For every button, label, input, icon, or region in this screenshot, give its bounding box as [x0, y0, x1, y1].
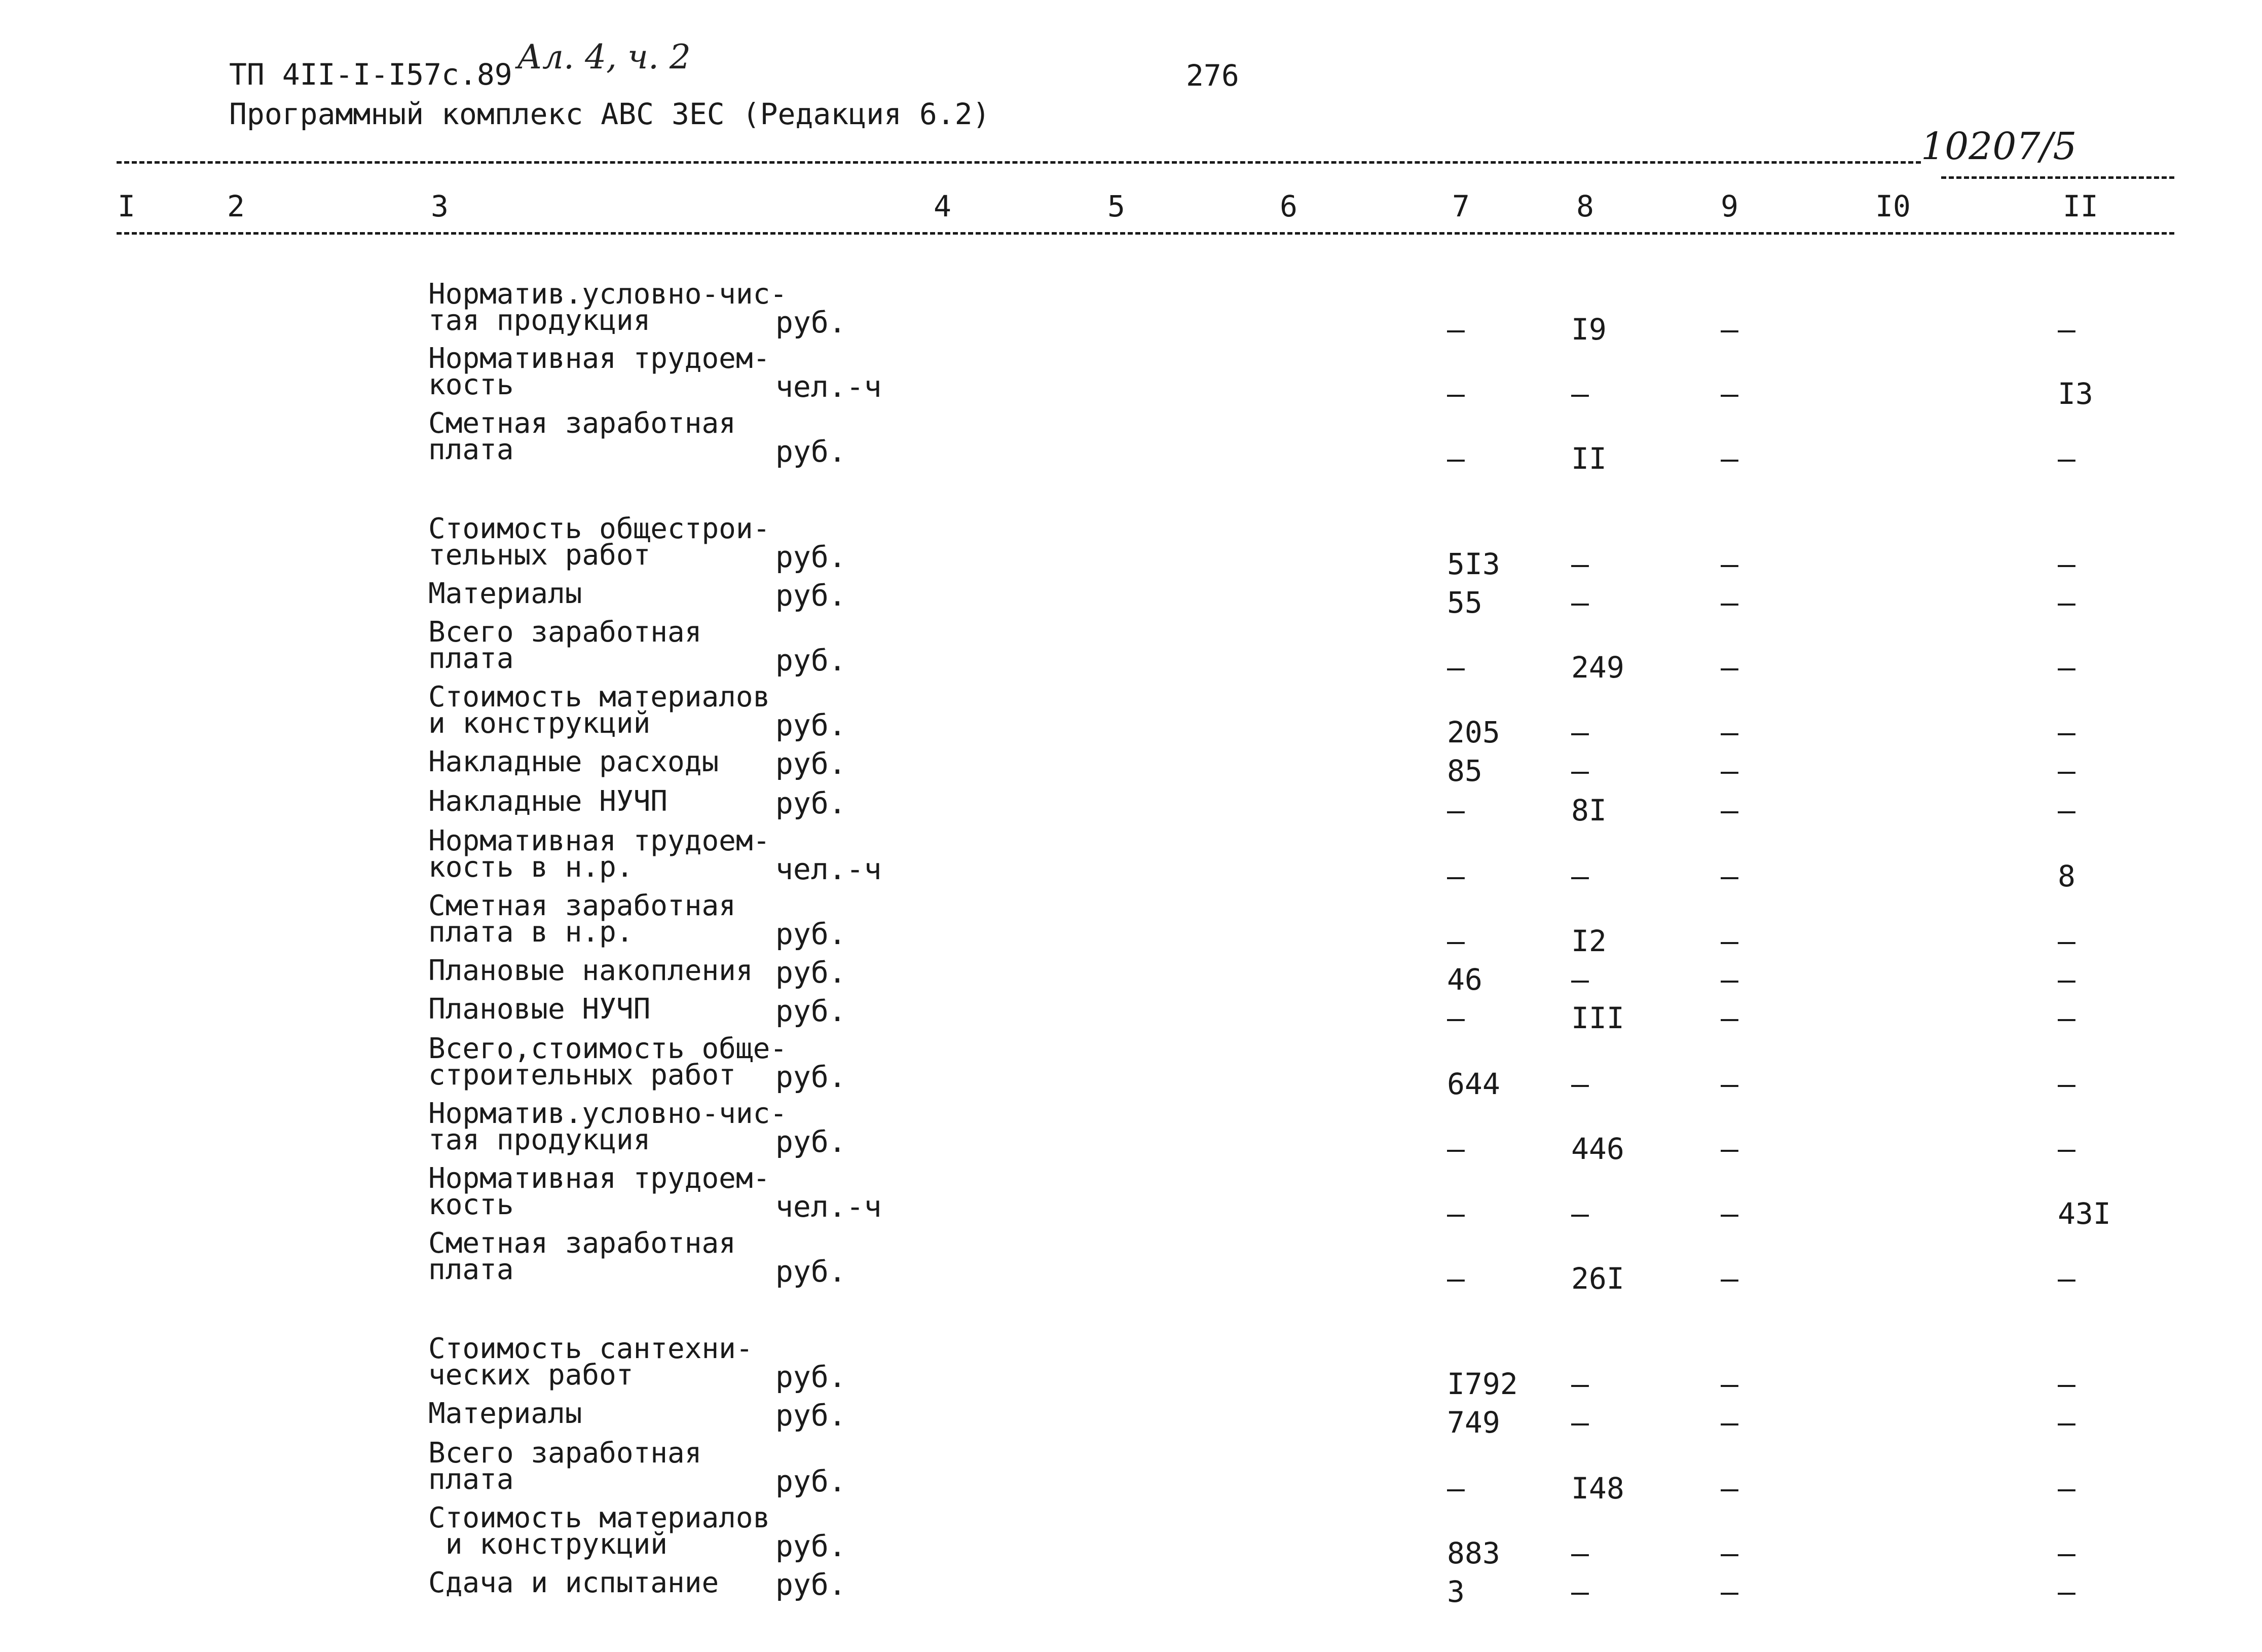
row-unit: руб.: [775, 917, 846, 951]
column-9-value: –: [1721, 859, 1738, 893]
column-9-value: –: [1721, 962, 1738, 997]
row-unit: руб.: [775, 643, 846, 678]
column-11-value: –: [2058, 1367, 2075, 1401]
column-11-value: –: [2058, 441, 2075, 476]
column-9-value: –: [1721, 377, 1738, 411]
row-name: Накладные расходы: [428, 745, 719, 778]
column-9-value: –: [1721, 1196, 1738, 1231]
row-unit: руб.: [775, 994, 846, 1028]
column-9-value: –: [1721, 1367, 1738, 1401]
column-8-value: I2: [1571, 924, 1607, 958]
row-name: Накладные НУЧП: [428, 785, 668, 818]
column-7-value: –: [1447, 377, 1465, 411]
column-7-value: 55: [1447, 585, 1482, 620]
row-unit: руб.: [775, 786, 846, 820]
document-subtitle: Программный комплекс АВС ЗЕС (Редакция 6.2): [229, 97, 990, 131]
row-name: Норматив.условно-чис- тая продукция: [428, 278, 788, 337]
column-11-value: –: [2058, 547, 2075, 581]
column-7-value: –: [1447, 793, 1465, 828]
handwritten-note: Ал. 4, ч. 2: [517, 37, 691, 77]
column-8-value: –: [1571, 1196, 1589, 1231]
column-9-value: –: [1721, 1471, 1738, 1506]
column-9-value: –: [1721, 547, 1738, 581]
column-8-value: 446: [1571, 1132, 1624, 1166]
row-unit: руб.: [775, 1567, 846, 1602]
column-11-value: –: [2058, 1261, 2075, 1296]
column-9-value: –: [1721, 312, 1738, 347]
row-unit: руб.: [775, 1464, 846, 1498]
column-11-value: –: [2058, 1001, 2075, 1035]
column-7-value: I792: [1447, 1367, 1518, 1401]
column-11-value: –: [2058, 962, 2075, 997]
column-8-value: –: [1571, 1367, 1589, 1401]
row-unit: руб.: [775, 540, 846, 574]
column-8-value: I48: [1571, 1471, 1624, 1506]
column-9-value: –: [1721, 650, 1738, 685]
column-9-value: –: [1721, 1261, 1738, 1296]
column-9-value: –: [1721, 793, 1738, 828]
column-7-value: –: [1447, 1471, 1465, 1506]
column-8-value: II: [1571, 441, 1607, 476]
column-11-value: –: [2058, 650, 2075, 685]
column-11-value: –: [2058, 1471, 2075, 1506]
row-unit: чел.-ч: [775, 369, 882, 404]
stamp-number: 10207/5: [1921, 125, 2077, 168]
row-name: Нормативная трудоем- кость: [428, 342, 770, 401]
column-11-value: –: [2058, 312, 2075, 347]
row-name: Сдача и испытание: [428, 1566, 719, 1599]
column-number-7: 7: [1452, 189, 1470, 223]
column-number-6: 6: [1280, 189, 1297, 223]
column-11-value: –: [2058, 754, 2075, 788]
column-9-value: –: [1721, 585, 1738, 620]
row-name: Сметная заработная плата в н.р.: [428, 889, 736, 949]
row-name: Нормативная трудоем- кость: [428, 1162, 770, 1221]
row-name: Сметная заработная плата: [428, 407, 736, 466]
column-7-value: 883: [1447, 1536, 1500, 1570]
column-8-value: I9: [1571, 312, 1607, 347]
column-7-value: –: [1447, 312, 1465, 347]
header-bottom-rule: [117, 232, 2174, 235]
column-11-value: –: [2058, 1067, 2075, 1101]
row-name: Сметная заработная плата: [428, 1227, 736, 1286]
column-7-value: 644: [1447, 1067, 1500, 1101]
column-11-value: –: [2058, 1574, 2075, 1609]
column-9-value: –: [1721, 441, 1738, 476]
column-8-value: –: [1571, 1574, 1589, 1609]
column-9-value: –: [1721, 1132, 1738, 1166]
row-unit: руб.: [775, 1360, 846, 1394]
column-8-value: –: [1571, 1067, 1589, 1101]
row-name: Материалы: [428, 1397, 582, 1430]
row-unit: руб.: [775, 305, 846, 340]
row-name: Стоимость материалов и конструкций: [428, 1501, 770, 1561]
column-8-value: –: [1571, 754, 1589, 788]
column-8-value: –: [1571, 585, 1589, 620]
row-name: Материалы: [428, 577, 582, 610]
column-11-value: 8: [2058, 859, 2075, 893]
column-7-value: –: [1447, 1261, 1465, 1296]
column-7-value: 5I3: [1447, 547, 1500, 581]
row-unit: руб.: [775, 1124, 846, 1159]
column-8-value: –: [1571, 547, 1589, 581]
row-name: Нормативная трудоем- кость в н.р.: [428, 824, 770, 884]
row-unit: руб.: [775, 434, 846, 469]
column-number-3: 3: [431, 189, 449, 223]
row-unit: руб.: [775, 1529, 846, 1563]
column-9-value: –: [1721, 1001, 1738, 1035]
row-name: Всего заработная плата: [428, 616, 702, 675]
row-name: Норматив.условно-чис- тая продукция: [428, 1097, 788, 1156]
row-name: Плановые НУЧП: [428, 993, 651, 1026]
row-unit: чел.-ч: [775, 1189, 882, 1224]
column-9-value: –: [1721, 715, 1738, 749]
column-11-value: –: [2058, 1132, 2075, 1166]
column-7-value: 46: [1447, 962, 1482, 997]
row-name: Всего,стоимость обще- строительных работ: [428, 1032, 788, 1092]
row-unit: руб.: [775, 1060, 846, 1094]
column-11-value: –: [2058, 1405, 2075, 1440]
column-8-value: –: [1571, 859, 1589, 893]
column-8-value: 249: [1571, 650, 1624, 685]
column-7-value: 205: [1447, 715, 1500, 749]
row-unit: руб.: [775, 708, 846, 742]
row-unit: чел.-ч: [775, 852, 882, 886]
column-9-value: –: [1721, 1536, 1738, 1570]
column-8-value: III: [1571, 1001, 1624, 1035]
column-11-value: I3: [2058, 377, 2093, 411]
row-unit: руб.: [775, 1398, 846, 1433]
column-number-9: 9: [1721, 189, 1738, 223]
column-number-10: I0: [1875, 189, 1911, 223]
page-number: 276: [1186, 58, 1239, 93]
column-number-4: 4: [934, 189, 951, 223]
top-rule: [117, 161, 1921, 164]
column-9-value: –: [1721, 754, 1738, 788]
row-name: Стоимость общестрои- тельных работ: [428, 512, 770, 572]
column-9-value: –: [1721, 924, 1738, 958]
column-number-11: II: [2063, 189, 2098, 223]
column-7-value: –: [1447, 650, 1465, 685]
row-name: Всего заработная плата: [428, 1437, 702, 1496]
column-7-value: 3: [1447, 1574, 1465, 1609]
column-7-value: –: [1447, 1132, 1465, 1166]
column-number-5: 5: [1107, 189, 1125, 223]
column-7-value: –: [1447, 1001, 1465, 1035]
column-number-2: 2: [227, 189, 245, 223]
column-9-value: –: [1721, 1405, 1738, 1440]
row-name: Плановые накопления: [428, 954, 753, 987]
row-name: Стоимость материалов и конструкций: [428, 681, 770, 740]
column-8-value: –: [1571, 377, 1589, 411]
row-unit: руб.: [775, 578, 846, 613]
row-name: Стоимость сантехни- ческих работ: [428, 1332, 753, 1392]
column-9-value: –: [1721, 1067, 1738, 1101]
column-8-value: –: [1571, 1536, 1589, 1570]
column-number-1: I: [118, 189, 135, 223]
column-8-value: –: [1571, 715, 1589, 749]
column-11-value: –: [2058, 1536, 2075, 1570]
column-number-8: 8: [1576, 189, 1594, 223]
column-8-value: –: [1571, 962, 1589, 997]
top-rule-right: [1941, 176, 2174, 179]
column-7-value: –: [1447, 441, 1465, 476]
column-11-value: –: [2058, 793, 2075, 828]
column-7-value: –: [1447, 859, 1465, 893]
row-unit: руб.: [775, 955, 846, 990]
row-unit: руб.: [775, 746, 846, 781]
column-8-value: 26I: [1571, 1261, 1624, 1296]
column-7-value: 749: [1447, 1405, 1500, 1440]
column-8-value: –: [1571, 1405, 1589, 1440]
column-7-value: –: [1447, 924, 1465, 958]
column-11-value: 43I: [2058, 1196, 2111, 1231]
column-7-value: –: [1447, 1196, 1465, 1231]
row-unit: руб.: [775, 1254, 846, 1289]
column-7-value: 85: [1447, 754, 1482, 788]
column-11-value: –: [2058, 715, 2075, 749]
document-code: ТП 4II-I-I57с.89: [229, 57, 512, 92]
column-11-value: –: [2058, 924, 2075, 958]
column-8-value: 8I: [1571, 793, 1607, 828]
column-11-value: –: [2058, 585, 2075, 620]
column-9-value: –: [1721, 1574, 1738, 1609]
